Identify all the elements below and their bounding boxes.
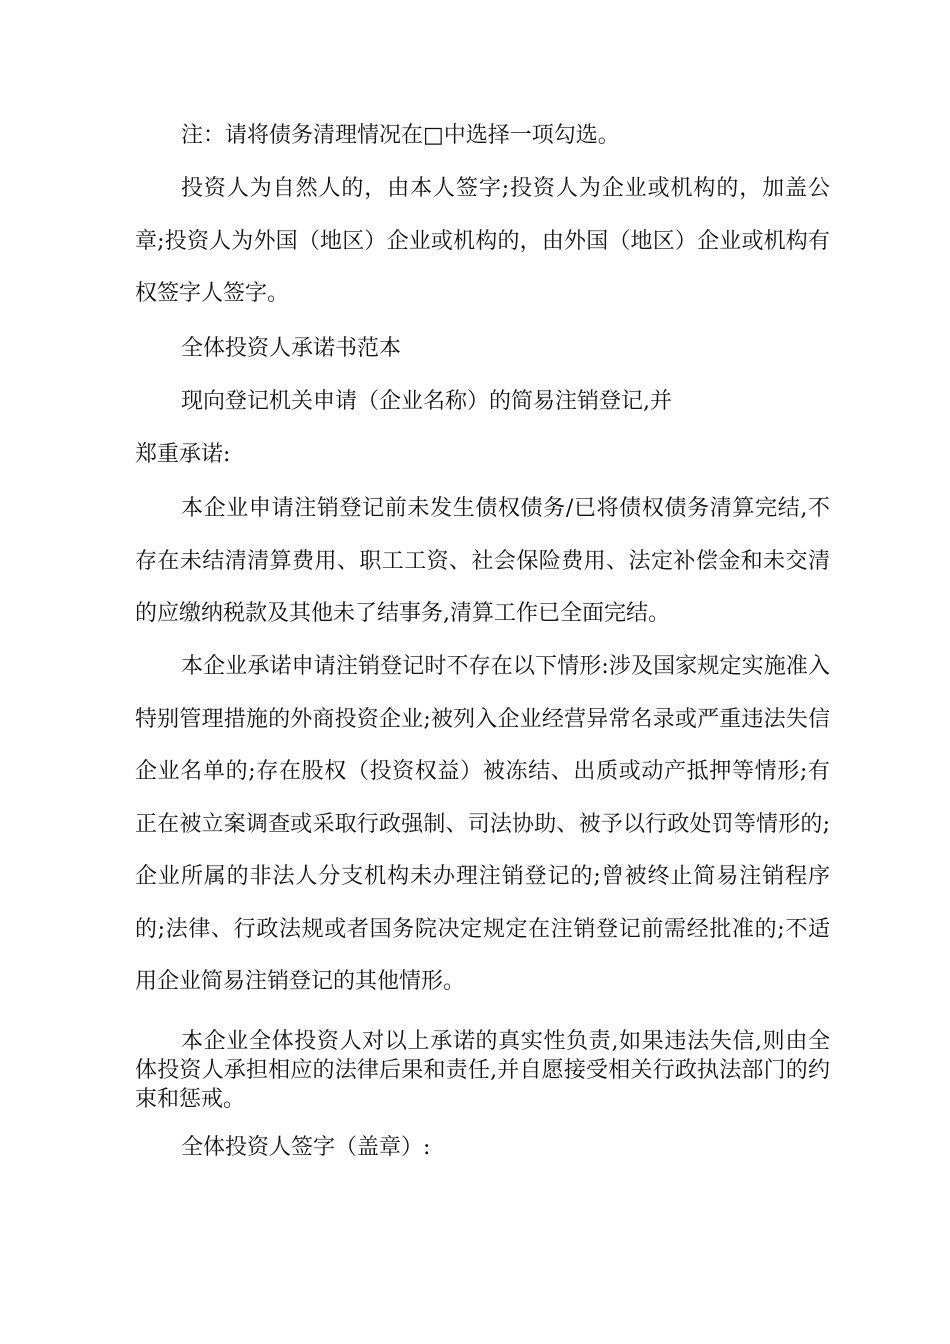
note-paragraph: 注：请将债务清理情况在□中选择一项勾选。	[181, 123, 620, 148]
exclusions-paragraph: 本企业承诺申请注销登记时不存在以下情形:涉及国家规定实施准入特别管理措施的外商投资企业;被列入企业经营异常名录或严重违法失信企业名单的;存在股权（投资权益）被冻结、出质或动产抵押等情形;有正在被立案调查或采取行政强制、司法协助、被予以行政处罚等情形的;企业所属的非法人分支机构未办理注销登记的;曾被终止简易注销程序的;法律、行政法规或者国务院决定规定在注销登记前需经批准的;不适用企业简易注销登记的其他情形。	[135, 654, 830, 994]
signing-note-paragraph: 投资人为自然人的，由本人签字;投资人为企业或机构的，加盖公章;投资人为外国（地区）企业或机构的，由外国（地区）企业或机构有权签字人签字。	[135, 176, 830, 306]
template-title: 全体投资人承诺书范本	[181, 336, 402, 361]
application-line: 现向登记机关申请（企业名称）的简易注销登记,并	[181, 389, 672, 414]
signature-line: 全体投资人签字（盖章）:	[181, 1135, 431, 1160]
solemn-promise-line: 郑重承诺:	[135, 442, 231, 467]
responsibility-paragraph: 本企业全体投资人对以上承诺的真实性负责,如果违法失信,则由全体投资人承担相应的法律后果和责任,并自愿接受相关行政执法部门的约束和惩戒。	[135, 1029, 830, 1112]
debt-clearance-paragraph: 本企业申请注销登记前未发生债权债务/已将债权债务清算完结,不存在未结清清算费用、职工工资、社会保险费用、法定补偿金和未交清的应缴纳税款及其他未了结事务,清算工作已全面完结。	[135, 496, 830, 626]
